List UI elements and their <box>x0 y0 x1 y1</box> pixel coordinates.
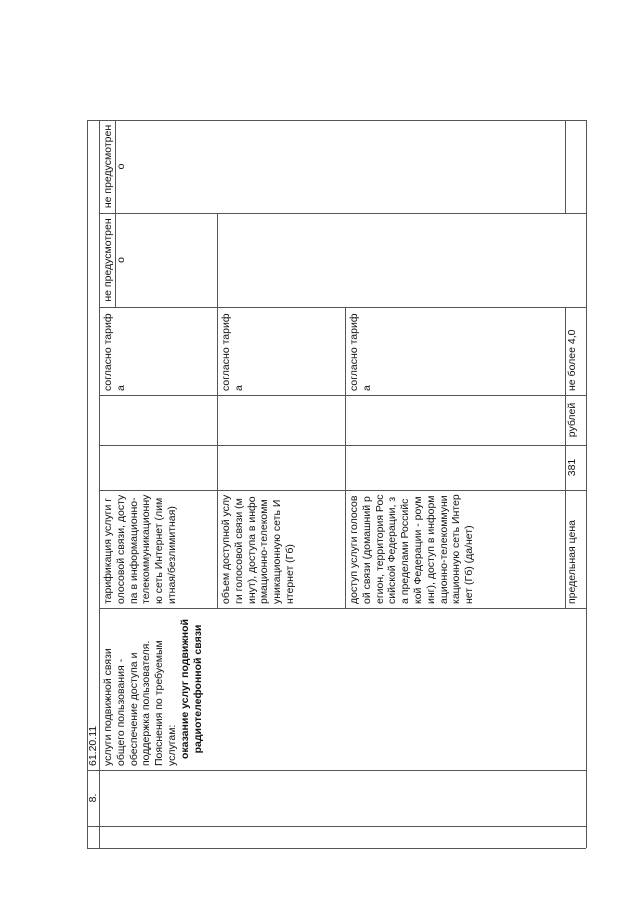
price-label-line: предельная цена <box>566 520 578 604</box>
extra-a <box>99 213 217 307</box>
extra-b <box>99 120 217 213</box>
unit-label-line: рублей <box>566 402 578 438</box>
item-name-line: обеспечение доступа и <box>127 652 140 766</box>
okei-code <box>565 445 586 490</box>
price-value-line: не более 4,0 <box>566 329 578 391</box>
item-name-line: радиотелефонной связи <box>191 624 204 754</box>
okei-code-line: 381 <box>566 458 578 477</box>
okpd-code-line: 61.20.11 <box>87 725 99 766</box>
extra-b-line: не предусмотрено <box>102 124 127 209</box>
characteristic-1-line: тарификация услуги голосовой связи, доступа в информационно-телекоммуникационную сеть Интернет (лимитная/безлимитная) <box>102 494 178 604</box>
characteristic-2 <box>217 490 345 608</box>
value-2 <box>217 307 345 395</box>
table-rule <box>99 395 586 396</box>
item-name-line: общего пользования - <box>114 658 127 766</box>
okpd-code <box>87 608 99 770</box>
characteristic-1 <box>99 490 217 608</box>
item-name <box>99 608 217 770</box>
value-1 <box>99 307 217 395</box>
table-border <box>87 848 586 849</box>
table-rule <box>99 445 586 446</box>
price-value <box>565 307 586 395</box>
table-rule <box>565 120 566 213</box>
characteristic-2-line: объем доступной услуги голосовой связи (минут), доступа в информационно-телекоммуникационную сеть Интернет (Гб) <box>220 494 296 604</box>
row-number-line: 8. <box>87 793 99 803</box>
table-rule <box>217 213 218 307</box>
value-2-line: согласно тарифа <box>220 313 245 391</box>
item-name-line: поддержка пользователя. <box>140 640 153 766</box>
value-3-line: согласно тарифа <box>348 313 373 391</box>
characteristic-3 <box>345 490 565 608</box>
row-number <box>87 770 99 826</box>
item-name-line: услугам: <box>165 724 178 766</box>
table-border <box>586 120 587 848</box>
table-rule <box>87 826 586 827</box>
unit-label <box>565 395 586 445</box>
price-label <box>565 490 586 608</box>
table-rule <box>87 770 586 771</box>
item-name-line: оказание услуг подвижной <box>178 618 191 760</box>
extra-a-line: не предусмотрено <box>102 218 127 302</box>
item-name-line: услуги подвижной связи <box>102 648 114 766</box>
value-1-line: согласно тарифа <box>102 313 127 391</box>
characteristic-3-line: доступ услуги голосовой связи (домашний регион, территория Российской Федерации, за пределами Российской Федерации - роуминг), доступ в информационно-телекоммуникационную сеть Интернет (Гб) (да/нет) <box>348 494 476 604</box>
value-3 <box>345 307 565 395</box>
item-name-line: Пояснения по требуемым <box>153 640 166 766</box>
